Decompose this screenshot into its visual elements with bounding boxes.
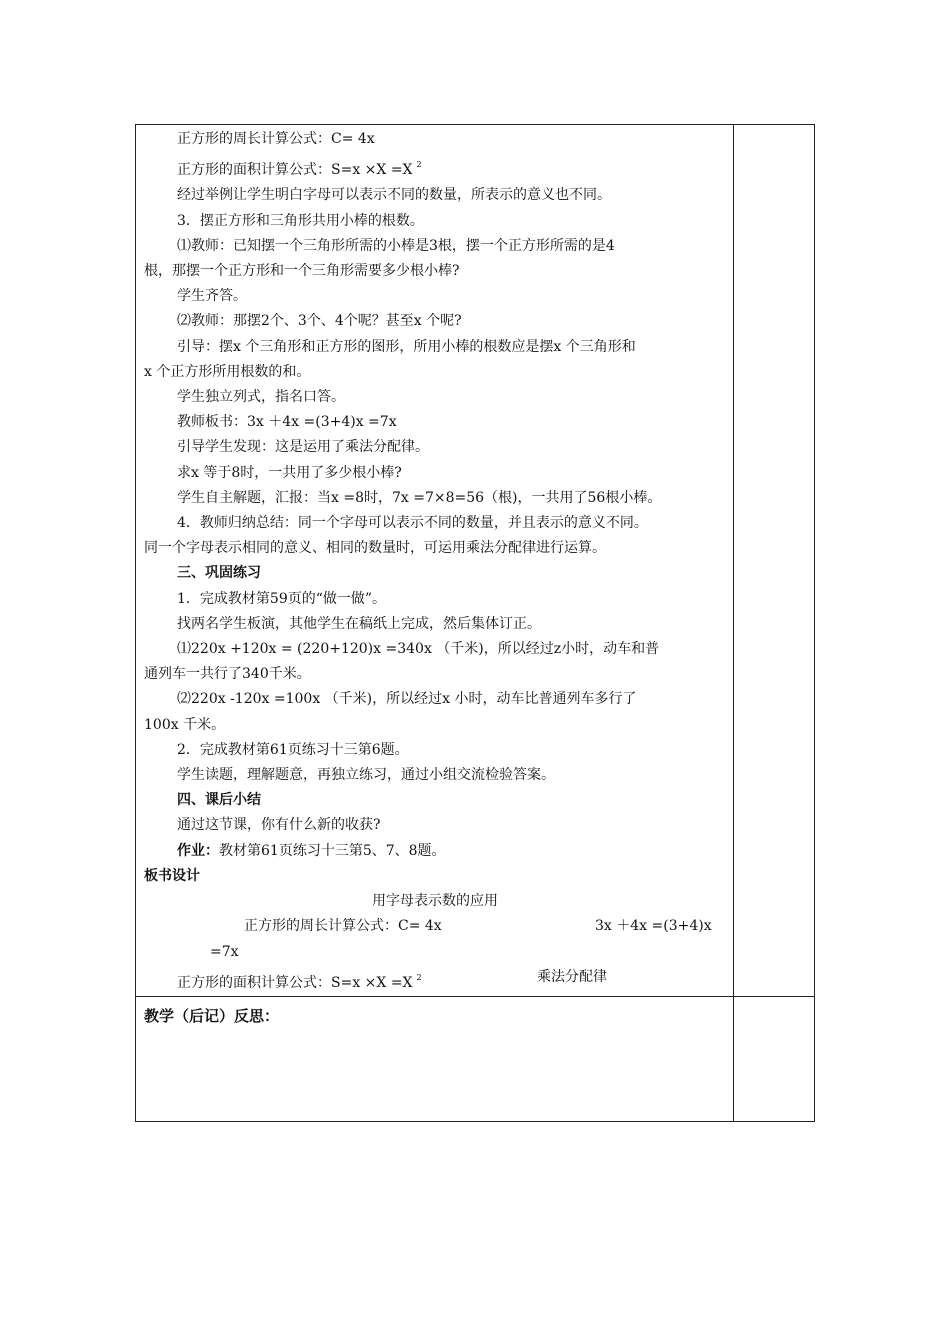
board-area-text: 正方形的面积计算公式：S=x ×X =X xyxy=(177,974,413,991)
text-line: 引导学生发现：这是运用了乘法分配律。 xyxy=(177,439,429,456)
board-design-heading: 板书设计 xyxy=(144,867,200,884)
text-line: 学生自主解题，汇报：当x =8时，7x =7×8=56（根)，一共用了56根小棒。 xyxy=(177,489,662,506)
text-line: 通列车一共行了340千米。 xyxy=(144,666,311,683)
reflection-label: 教学（后记）反思： xyxy=(144,1007,280,1025)
text-line: 通过这节课，你有什么新的收获? xyxy=(177,817,381,834)
homework-label: 作业： xyxy=(177,842,219,859)
homework-line xyxy=(144,839,726,864)
superscript: 2 xyxy=(416,160,422,170)
board-line-1 xyxy=(144,914,726,939)
homework-text: 教材第61页练习十三第5、7、8题。 xyxy=(219,842,446,859)
text-line: ⑵教师：那摆2个、3个、4个呢？甚至x 个呢? xyxy=(177,313,462,330)
text-line: 学生独立列式，指名口答。 xyxy=(177,389,345,406)
text-line: 4．教师归纳总结：同一个字母可以表示不同的数量，并且表示的意义不同。 xyxy=(177,515,648,532)
text-line: 100x 千米。 xyxy=(144,716,226,733)
formula-text: 正方形的面积计算公式：S=x ×X =X xyxy=(177,162,413,179)
text-line: 同一个字母表示相同的意义、相同的数量时，可运用乘法分配律进行运算。 xyxy=(144,540,606,557)
board-area xyxy=(177,965,422,996)
text-line: 正方形的周长计算公式：C= 4x xyxy=(177,131,375,147)
text-line: 经过举例让学生明白字母可以表示不同的数量，所表示的意义也不同。 xyxy=(177,187,611,204)
text-line: 3．摆正方形和三角形共用小棒的根数。 xyxy=(177,212,424,229)
text-line: 引导：摆x 个三角形和正方形的图形，所用小棒的根数应是摆x 个三角形和 xyxy=(177,338,636,355)
lesson-content xyxy=(144,127,726,990)
text-line: ⑴220x +120x = (220+120)x =340x （千米)，所以经过z小时，动车和普 xyxy=(177,641,660,658)
text-line: 教师板书：3x ＋4x =(3+4)x =7x xyxy=(177,414,397,431)
superscript: 2 xyxy=(416,972,422,982)
column-divider xyxy=(733,125,734,1121)
text-line: 1．完成教材第59页的“做一做”。 xyxy=(177,590,387,607)
text-line: x 个正方形所用根数的和。 xyxy=(144,363,311,380)
board-equation: 3x ＋4x =(3+4)x xyxy=(595,918,712,935)
section-heading: 三、巩固练习 xyxy=(177,565,261,582)
row-divider xyxy=(136,996,814,997)
text-line: ⑴教师：已知摆一个三角形所需的小棒是3根，摆一个正方形所需的是4 xyxy=(177,237,615,254)
text-line: 学生读题，理解题意，再独立练习，通过小组交流检验答案。 xyxy=(177,767,555,784)
text-line xyxy=(144,152,726,183)
board-perimeter: 正方形的周长计算公式：C= 4x xyxy=(244,918,442,935)
text-line: 根，那摆一个正方形和一个三角形需要多少根小棒? xyxy=(144,263,460,280)
lesson-plan-table xyxy=(135,124,815,1122)
board-title: 用字母表示数的应用 xyxy=(372,893,498,910)
text-line: 2．完成教材第61页练习十三第6题。 xyxy=(177,741,409,758)
board-law: 乘法分配律 xyxy=(537,968,607,985)
section-heading: 四、课后小结 xyxy=(177,792,261,809)
board-equation-cont: =7x xyxy=(210,943,239,960)
text-line: 学生齐答。 xyxy=(177,288,247,305)
board-line-3 xyxy=(144,965,726,990)
text-line: ⑵220x -120x =100x （千米)，所以经过x 小时，动车比普通列车多行了 xyxy=(177,691,637,708)
text-line: 找两名学生板演，其他学生在稿纸上完成，然后集体订正。 xyxy=(177,615,541,632)
text-line: 求x 等于8时，一共用了多少根小棒? xyxy=(177,464,402,481)
